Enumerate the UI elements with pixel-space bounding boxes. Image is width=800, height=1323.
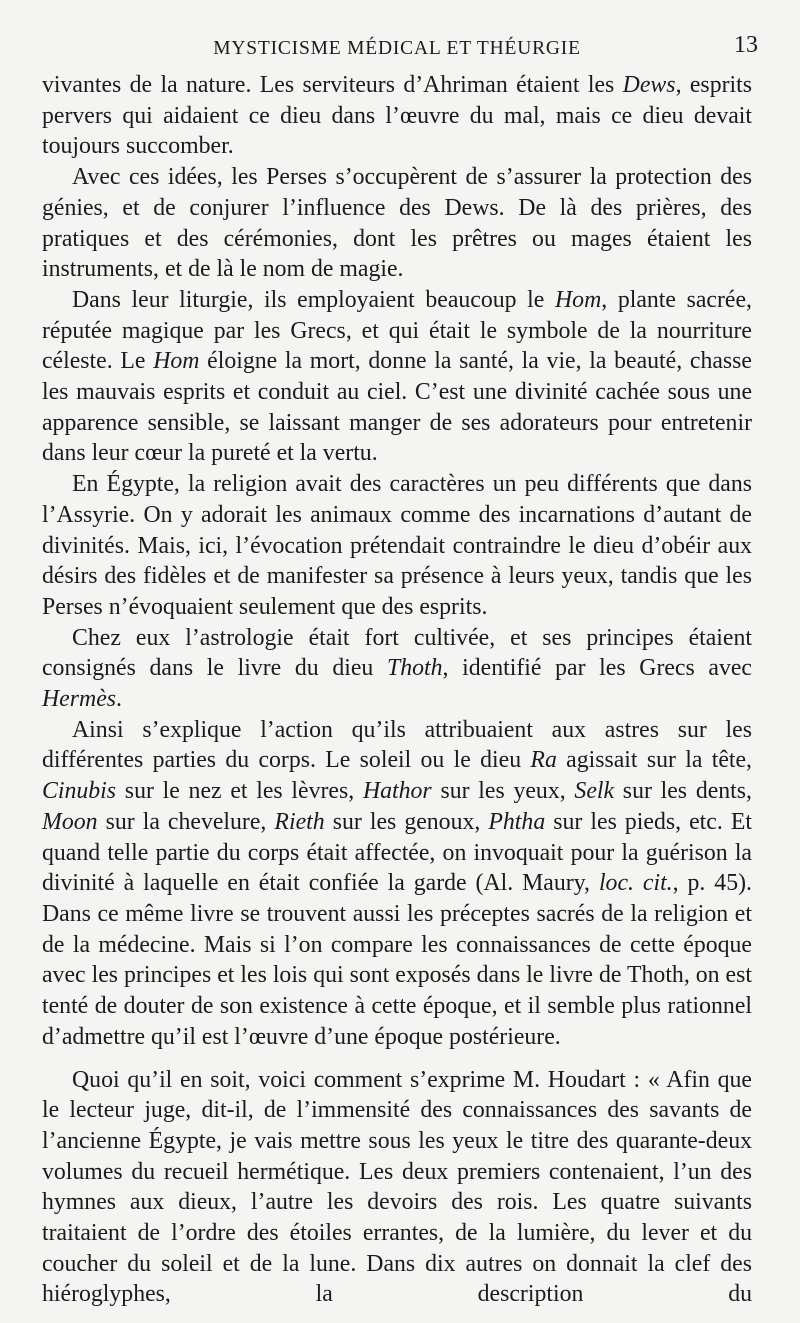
- text-run: , identifié par les Grecs avec: [442, 655, 752, 682]
- paragraph: [42, 162, 752, 285]
- text-run: , p. 45). Dans ce même livre se trouvent aussi les préceptes sacrés de la religion et de la médecine. Mais si l’on compare les connaissances de cette époque avec les principes et les lois qui sont exposés dans le livre de Thoth, on est tenté de douter de son existence à cette époque, et il semble plus rationnel d’admettre qu’il est l’œuvre d’une époque postérieure.: [42, 870, 752, 1050]
- text-run: sur les genoux,: [324, 808, 489, 835]
- text-run: agissait sur la tête,: [556, 747, 753, 774]
- text-run: Chez eux l’astrologie était fort cultivée, et ses principes étaient consignés dans le livre du dieu: [42, 624, 752, 682]
- running-title: MYSTICISME MÉDICAL ET THÉURGIE: [213, 38, 581, 59]
- italic-term: loc. cit.: [598, 870, 673, 897]
- text-run: sur le nez et les lèvres,: [116, 778, 363, 805]
- text-run: , plante sacrée, réputée magique par les Grecs, et qui était le symbole de la nourriture céleste. Le: [42, 286, 752, 375]
- text-run: sur la chevelure,: [97, 808, 275, 835]
- italic-term: Hermès: [42, 686, 117, 713]
- paragraph: [42, 623, 752, 715]
- paragraph: [42, 469, 752, 623]
- text-run: sur les pieds, etc. Et quand telle partie du corps était affectée, on invoquait pour la guérison la divinité à laquelle en était confiée la garde (Al. Maury,: [42, 808, 752, 897]
- italic-term: Hom: [554, 286, 602, 313]
- text-run: sur les dents,: [614, 778, 752, 805]
- paragraph: [42, 70, 752, 162]
- italic-term: Ra: [530, 747, 557, 774]
- italic-term: Cinubis: [42, 778, 117, 805]
- italic-term: Hathor: [362, 778, 432, 805]
- paragraph: [42, 1065, 752, 1311]
- paragraph: [42, 715, 752, 1053]
- text-run: vivantes de la nature. Les serviteurs d’Ahriman étaient les: [42, 72, 623, 98]
- text-run: , esprits pervers qui aidaient ce dieu dans l’œuvre du mal, mais ce dieu devait toujours succomber.: [42, 72, 752, 160]
- page-number: 13: [734, 32, 758, 58]
- text-run: Avec ces idées, les Perses s’occupèrent de s’assurer la protection des génies, et de conjurer l’influence des Dews. De là des prières, des pratiques et des cérémonies, dont les prêtres ou mages étaient les instruments, et de là le nom de magie.: [42, 164, 752, 283]
- italic-term: Hom: [153, 348, 200, 375]
- italic-term: Thoth: [387, 655, 443, 682]
- italic-term: Rieth: [274, 808, 325, 835]
- text-run: Ainsi s’explique l’action qu’ils attribuaient aux astres sur les différentes parties du corps. Le soleil ou le dieu: [42, 716, 752, 774]
- text-run: Quoi qu’il en soit, voici comment s’exprime M. Houdart : « Afin que le lecteur juge, dit-il, de l’immensité des connaissances des savants de l’ancienne Égypte, je vais mettre sous les yeux le titre des quarante-deux volumes du recueil hermétique. Les deux premiers contenaient, l’un des hymnes aux dieux, l’autre les devoirs des rois. Les quatre suivants traitaient de l’ordre des étoiles errantes, de la lumière, du lever et du coucher du soleil et de la lune. Dans dix autres on donnait la clef des hiéroglyphes, la description du: [42, 1066, 752, 1308]
- text-run: En Égypte, la religion avait des caractères un peu différents que dans l’Assyrie. On y adorait les animaux comme des incarnations d’autant de divinités. Mais, ici, l’évocation prétendait contraindre le dieu d’obéir aux désirs des fidèles et de manifester sa présence à leurs yeux, tandis que les Perses n’évoquaient seulement que des esprits.: [42, 471, 752, 620]
- text-run: Dans leur liturgie, ils employaient beaucoup le: [72, 286, 555, 313]
- paragraph: [42, 285, 752, 469]
- italic-term: Selk: [574, 778, 615, 805]
- italic-term: Moon: [42, 808, 98, 835]
- text-run: sur les yeux,: [431, 778, 575, 805]
- text-run: éloigne la mort, donne la santé, la vie, la beauté, chasse les mauvais esprits et conduit au ciel. C’est une divinité cachée sous une apparence sensible, se laissant manger de ses adorateurs pour entretenir dans leur cœur la pureté et la vertu.: [42, 348, 752, 467]
- italic-term: Phtha: [488, 808, 546, 835]
- italic-term: Dews: [622, 72, 676, 98]
- text-run: .: [116, 686, 122, 713]
- body-text: [42, 70, 752, 1310]
- running-head: [42, 30, 758, 70]
